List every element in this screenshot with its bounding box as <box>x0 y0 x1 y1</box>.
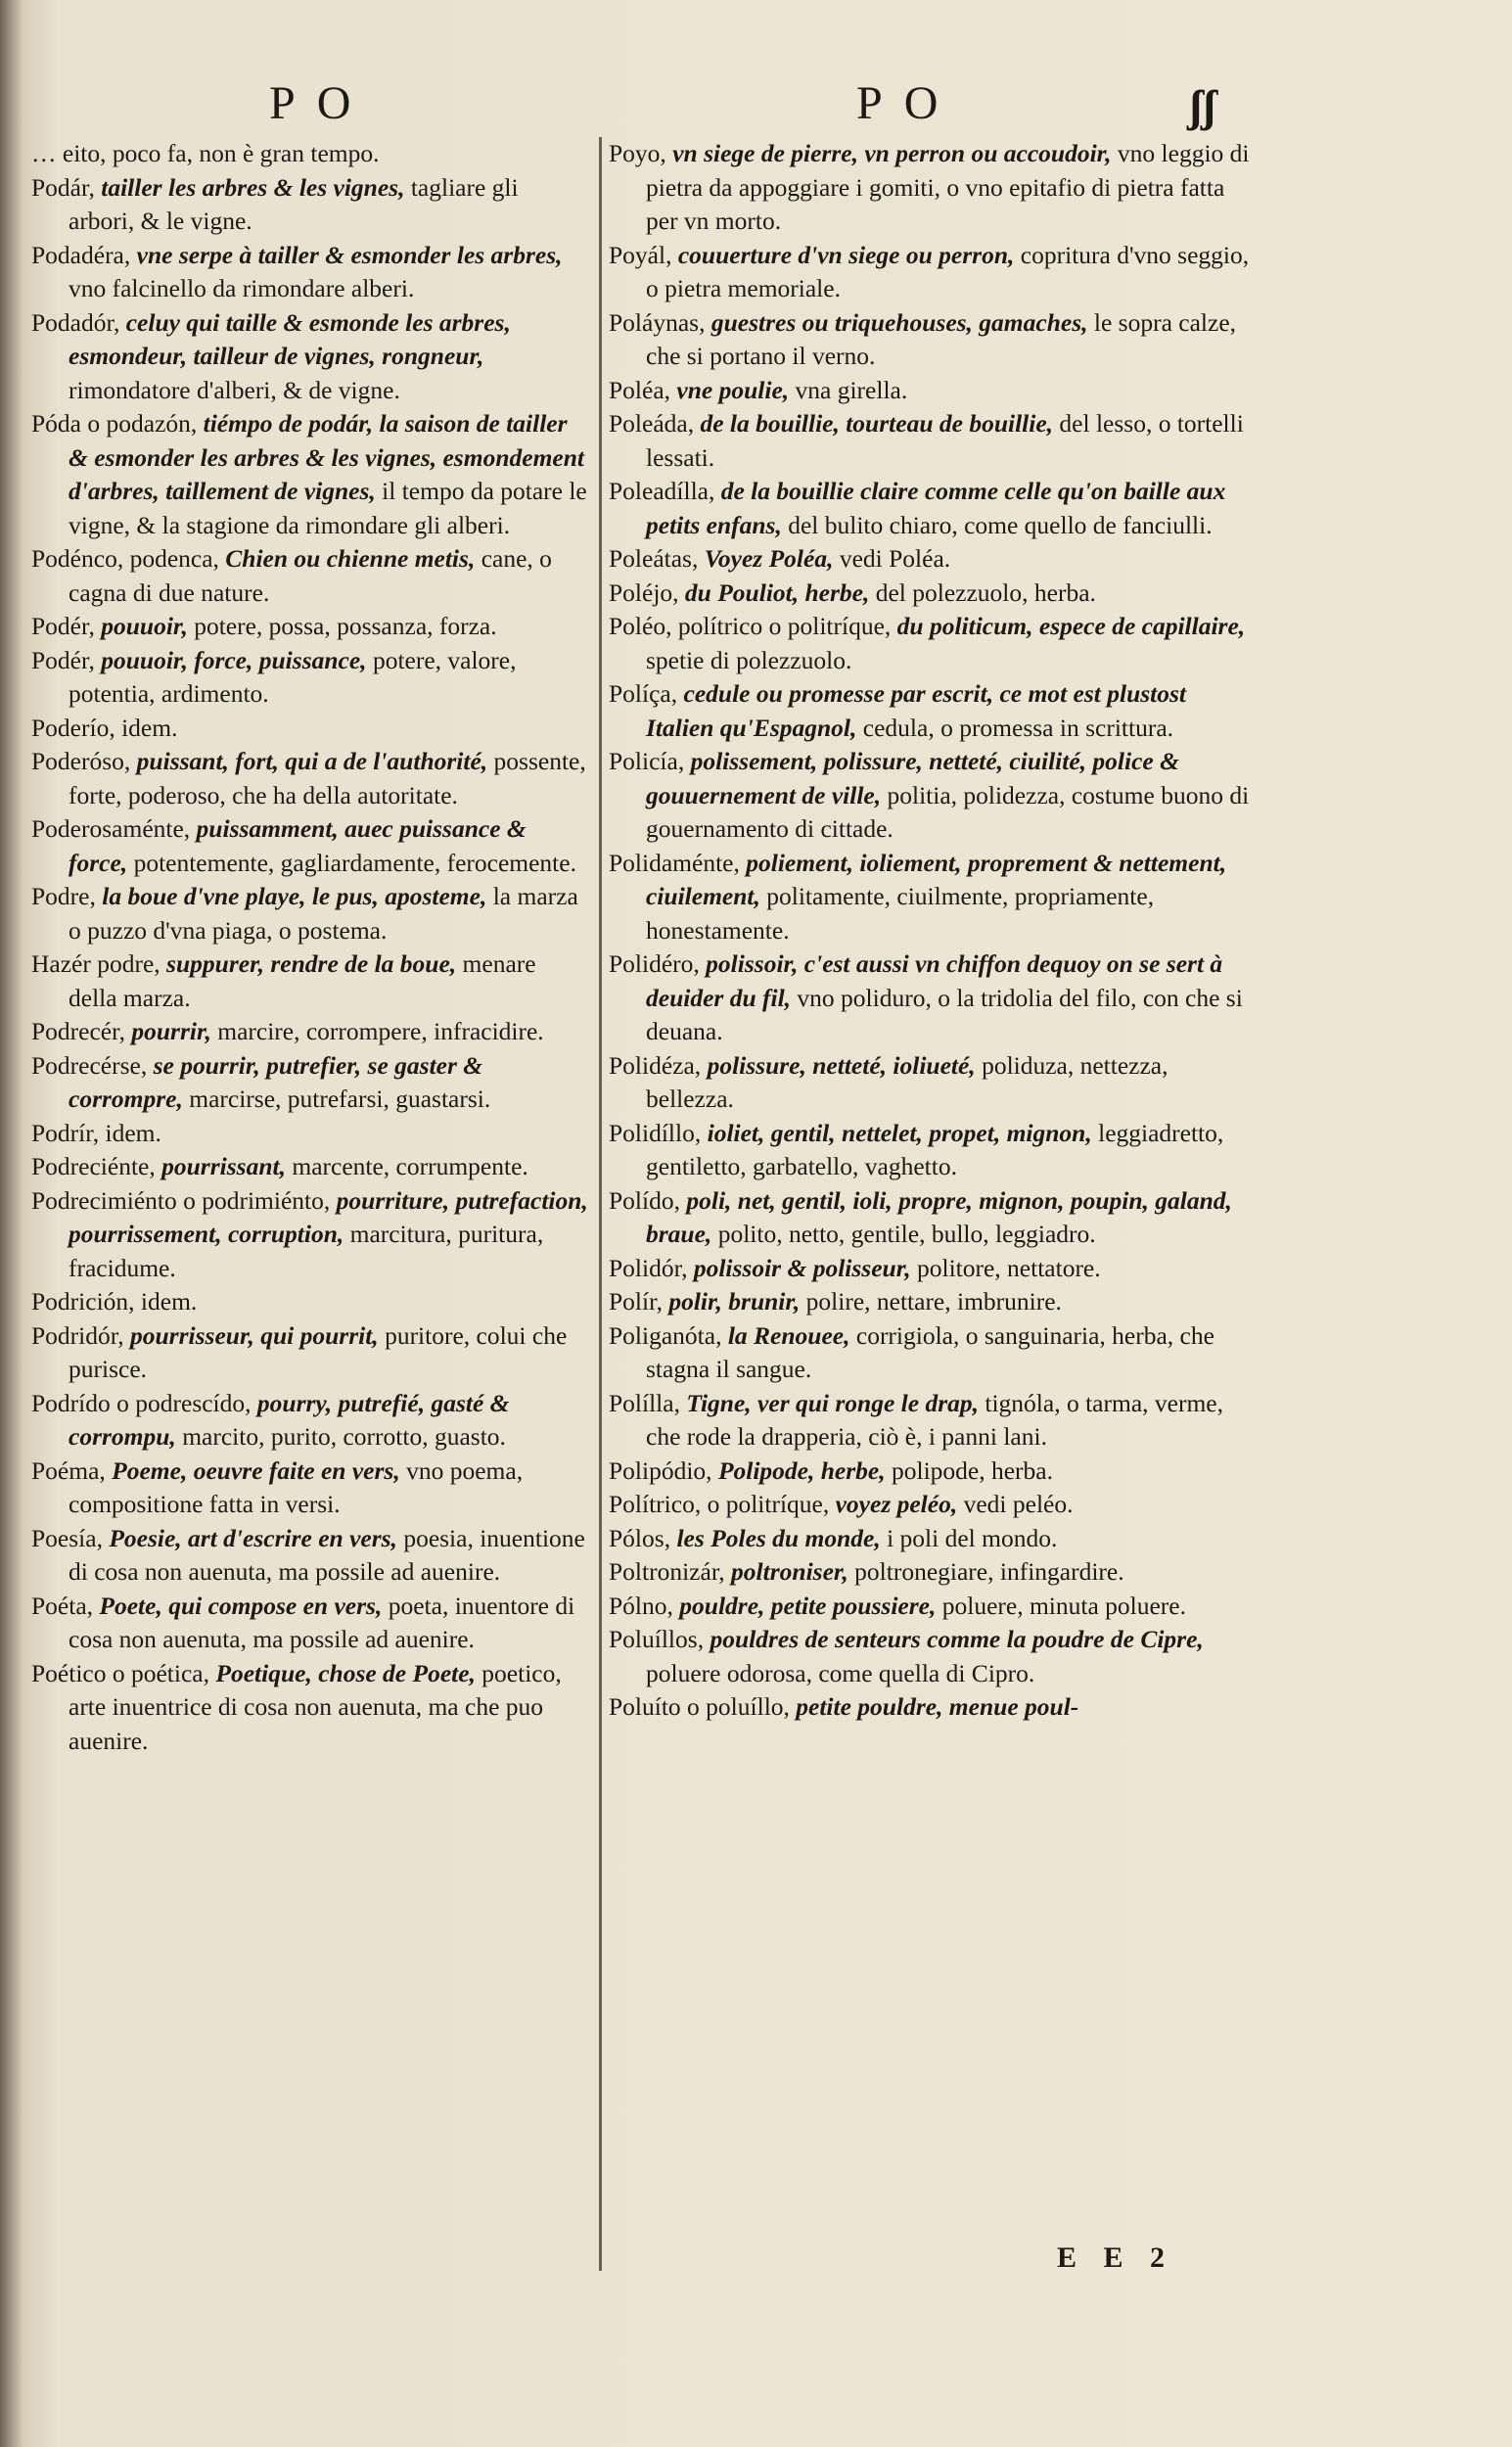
french-gloss: pouldre, petite poussiere, <box>679 1591 937 1620</box>
dictionary-entry <box>31 947 589 1015</box>
french-gloss: polissoir, c'est aussi vn chiffon dequoy on se sert à deuider du fil, <box>646 949 1223 1012</box>
italian-gloss: poetico, arte inuentrice di cosa non auenuta, ma che puo auenire. <box>69 1658 562 1755</box>
italian-gloss: vno poema, compositione fatta in versi. <box>69 1455 524 1518</box>
headword: Podér, <box>31 612 95 640</box>
dictionary-entry <box>31 812 589 880</box>
french-gloss: poliement, ioliement, proprement & nettement, ciuilement, <box>646 848 1227 910</box>
headword: Poderóso, <box>31 747 131 775</box>
headword: Polído, <box>609 1185 680 1215</box>
french-gloss: polir, brunir, <box>668 1287 801 1316</box>
french-gloss: poli, net, gentil, ioli, propre, mignon, poupin, galand, braue, <box>646 1185 1232 1248</box>
headword: Podadéra, <box>31 240 131 269</box>
french-gloss: pouuoir, force, puissance, <box>101 645 367 674</box>
headword: … eito, poco fa, non è gran tempo. <box>31 139 380 167</box>
headword: Podridór, <box>31 1320 124 1350</box>
italian-gloss: vedi peléo. <box>963 1490 1074 1518</box>
dictionary-entry <box>609 1319 1250 1387</box>
dictionary-entry <box>31 1319 589 1387</box>
french-gloss: puissamment, auec puissance & force, <box>69 814 527 877</box>
italian-gloss: menare della marza. <box>69 949 536 1012</box>
dictionary-entry <box>31 880 589 947</box>
dictionary-entry <box>609 137 1250 239</box>
italian-gloss: poluere, minuta poluere. <box>941 1591 1186 1620</box>
french-gloss: ioliet, gentil, nettelet, propet, mignon, <box>707 1118 1092 1147</box>
dictionary-entry <box>609 947 1250 1049</box>
headword: Polidíllo, <box>609 1118 702 1147</box>
french-gloss: la boue d'vne playe, le pus, aposteme, <box>102 882 487 910</box>
headword: Podár, <box>31 172 95 202</box>
french-gloss: couuerture d'vn siege ou perron, <box>677 240 1015 269</box>
italian-gloss: polito, netto, gentile, bullo, leggiadro. <box>717 1220 1096 1248</box>
dictionary-entry <box>609 239 1250 306</box>
headword: Podénco, podenca, <box>31 544 219 573</box>
dictionary-entry <box>31 1184 589 1286</box>
dictionary-entry <box>609 745 1250 847</box>
dictionary-entry <box>609 1623 1250 1690</box>
headword: Poético o poética, <box>31 1658 209 1687</box>
headword: Podrición, idem. <box>31 1287 198 1316</box>
french-gloss: celuy qui taille & esmonde les arbres, esmondeur, tailleur de vignes, rongneur, <box>69 307 511 370</box>
dictionary-entry <box>609 407 1250 475</box>
dictionary-entry <box>609 1555 1250 1590</box>
italian-gloss: potere, possa, possanza, forza. <box>194 612 497 640</box>
right-column <box>609 137 1250 1725</box>
french-gloss: Poetique, chose de Poete, <box>215 1658 476 1687</box>
italian-gloss: leggiadretto, gentiletto, garbatello, vaghetto. <box>646 1118 1224 1180</box>
headword: Poluíto o poluíllo, <box>609 1692 790 1721</box>
french-gloss: de la bouillie, tourteau de bouillie, <box>700 409 1054 438</box>
italian-gloss: spetie di polezzuolo. <box>646 645 852 674</box>
headword: Podrído o podrescído, <box>31 1388 252 1417</box>
french-gloss: de la bouillie claire comme celle qu'on baille aux petits enfans, <box>646 477 1226 539</box>
french-gloss: cedule ou promesse par escrit, ce mot est plustost Italien qu'Espagnol, <box>646 679 1187 742</box>
french-gloss: se pourrir, putrefier, se gaster & corrompre, <box>69 1050 483 1113</box>
headword: Podadór, <box>31 307 120 337</box>
dictionary-entry <box>31 644 589 712</box>
italian-gloss: polipode, herba. <box>892 1455 1053 1485</box>
italian-gloss: marcente, corrumpente. <box>292 1152 528 1180</box>
french-gloss: guestres ou triquehouses, gamaches, <box>710 307 1088 337</box>
dictionary-entry <box>609 1488 1250 1522</box>
dictionary-entry <box>609 677 1250 745</box>
italian-gloss: del lesso, o tortelli lessati. <box>646 409 1244 472</box>
french-gloss: pourry, putrefié, gasté & corrompu, <box>69 1388 510 1451</box>
headword: Podrecimiénto o podrimiénto, <box>31 1185 331 1215</box>
dictionary-entry <box>609 542 1250 577</box>
headword: Podrecérse, <box>31 1050 148 1080</box>
dictionary-entry <box>609 1590 1250 1624</box>
headword: Poléo, polítrico o politríque, <box>609 612 892 640</box>
headword: Podre, <box>31 882 96 910</box>
column-divider <box>599 137 602 2271</box>
dictionary-entry <box>31 407 589 542</box>
dictionary-entry <box>609 1522 1250 1556</box>
italian-gloss: potentemente, gagliardamente, ferocemente. <box>133 848 576 877</box>
italian-gloss: il tempo da potare le vigne, & la stagione da rimondare gli alberi. <box>69 477 587 539</box>
dictionary-entry <box>609 1690 1250 1725</box>
dictionary-entry <box>31 1387 589 1454</box>
dictionary-entry <box>609 1184 1250 1252</box>
dictionary-entry <box>609 1049 1250 1117</box>
headword: Poéta, <box>31 1591 94 1620</box>
headword: Polidéro, <box>609 949 700 978</box>
italian-gloss: potere, valore, potentia, ardimento. <box>69 645 517 708</box>
french-gloss: vne serpe à tailler & esmonder les arbres, <box>136 240 563 269</box>
french-gloss: vn siege de pierre, vn perron ou accoudoir, <box>672 139 1112 167</box>
french-gloss: polissement, polissure, netteté, ciuilité, police & gouuernement de ville, <box>646 747 1179 809</box>
headword: Podér, <box>31 645 95 674</box>
french-gloss: Poesie, art d'escrire en vers, <box>109 1523 397 1552</box>
dictionary-entry <box>609 1285 1250 1319</box>
italian-gloss: corrigiola, o sanguinaria, herba, che stagna il sangue. <box>646 1320 1214 1383</box>
dictionary-entry <box>609 1117 1250 1184</box>
running-head-right: PO <box>856 77 960 129</box>
headword: Podreciénte, <box>31 1152 156 1180</box>
dictionary-entry <box>609 475 1250 542</box>
french-gloss: polissure, netteté, ioliueté, <box>707 1050 976 1080</box>
headword: Polidór, <box>609 1253 688 1282</box>
italian-gloss: puritore, colui che purisce. <box>69 1320 568 1383</box>
dictionary-entry <box>609 306 1250 374</box>
dictionary-entry <box>31 306 589 408</box>
headword: Poleadílla, <box>609 477 715 505</box>
dictionary-entry <box>31 1015 589 1049</box>
italian-gloss: politore, nettatore. <box>916 1253 1101 1282</box>
italian-gloss: marcitura, puritura, fracidume. <box>69 1220 544 1282</box>
italian-gloss: poesia, inuentione di cosa non auenuta, ma possile ad auenire. <box>69 1523 585 1586</box>
running-head-left: PO <box>269 77 373 129</box>
french-gloss: pouuoir, <box>101 612 188 640</box>
french-gloss: vne poulie, <box>676 375 790 404</box>
headword: Poliganóta, <box>609 1320 722 1350</box>
french-gloss: du Pouliot, herbe, <box>684 577 870 607</box>
signature-mark: E E 2 <box>1057 2241 1175 2274</box>
italian-gloss: tagliare gli arbori, & le vigne. <box>69 172 519 235</box>
italian-gloss: le sopra calze, che si portano il verno. <box>646 307 1237 370</box>
french-gloss: pouldres de senteurs comme la poudre de Cipre, <box>710 1625 1204 1653</box>
dictionary-entry <box>31 610 589 644</box>
french-gloss: polissoir & polisseur, <box>693 1253 911 1282</box>
headword: Policía, <box>609 747 685 775</box>
italian-gloss: possente, forte, poderoso, che ha della autoritate. <box>69 747 586 809</box>
dictionary-entry <box>31 171 589 239</box>
dictionary-entry <box>31 1590 589 1657</box>
headword: Hazér podre, <box>31 949 160 978</box>
french-gloss: pourrisseur, qui pourrit, <box>129 1320 379 1350</box>
french-gloss: du politicum, espece de capillaire, <box>896 612 1246 640</box>
dictionary-entry <box>609 610 1250 677</box>
headword: Podrecér, <box>31 1017 125 1045</box>
headword: Políça, <box>609 679 678 708</box>
french-gloss: voyez peléo, <box>835 1490 958 1518</box>
dictionary-entry <box>31 1285 589 1319</box>
headword: Poléa, <box>609 375 671 404</box>
headword: Podrír, idem. <box>31 1118 161 1147</box>
dictionary-entry <box>31 1150 589 1184</box>
headword: Poderío, idem. <box>31 713 178 742</box>
italian-gloss: poluere odorosa, come quella di Cipro. <box>646 1658 1035 1687</box>
italian-gloss: i poli del mondo. <box>887 1523 1058 1552</box>
italian-gloss: vna girella. <box>795 375 908 404</box>
dictionary-entry <box>31 542 589 610</box>
headword: Poluíllos, <box>609 1625 705 1653</box>
italian-gloss: polire, nettare, imbrunire. <box>805 1287 1062 1316</box>
headword: Poléjo, <box>609 577 679 607</box>
dictionary-entry <box>31 1117 589 1151</box>
french-gloss: Poeme, oeuvre faite en vers, <box>112 1455 400 1485</box>
headword: Polidaménte, <box>609 848 740 877</box>
headword: Poleátas, <box>609 544 699 573</box>
french-gloss: tiémpo de podár, la saison de tailler & esmonder les arbres & les vignes, esmondement d'arbres, taillement de vignes, <box>69 409 584 505</box>
folio-number: ʃʃ <box>1189 81 1216 131</box>
french-gloss: Poete, qui compose en vers, <box>99 1591 383 1620</box>
headword: Póda o podazón, <box>31 409 198 438</box>
headword: Polír, <box>609 1287 663 1316</box>
left-column <box>31 137 589 1758</box>
headword: Pólos, <box>609 1523 671 1552</box>
italian-gloss: cane, o cagna di due nature. <box>69 544 552 607</box>
headword: Poesía, <box>31 1523 103 1552</box>
dictionary-entry <box>31 239 589 306</box>
headword: Poltronizár, <box>609 1557 725 1586</box>
italian-gloss: marcito, purito, corrotto, guasto. <box>182 1422 506 1451</box>
dictionary-entry <box>609 1387 1250 1454</box>
headword: Poderosaménte, <box>31 814 191 843</box>
dictionary-entry <box>31 712 589 746</box>
headword: Poláynas, <box>609 307 706 337</box>
french-gloss: Tigne, ver qui ronge le drap, <box>686 1388 980 1417</box>
dictionary-entry <box>609 577 1250 611</box>
french-gloss: poltroniser, <box>731 1557 848 1586</box>
dictionary-entry <box>31 1657 589 1759</box>
headword: Poyo, <box>609 139 666 167</box>
dictionary-entry <box>609 847 1250 948</box>
headword: Poéma, <box>31 1455 106 1485</box>
headword: Poyál, <box>609 240 672 269</box>
french-gloss: les Poles du monde, <box>676 1523 881 1552</box>
italian-gloss: del polezzuolo, herba. <box>875 577 1096 607</box>
headword: Poleáda, <box>609 409 695 438</box>
italian-gloss: cedula, o promessa in scrittura. <box>862 713 1174 742</box>
dictionary-entry <box>609 1454 1250 1489</box>
french-gloss: Voyez Poléa, <box>704 544 834 573</box>
dictionary-entry <box>609 374 1250 408</box>
french-gloss: puissant, fort, qui a de l'authorité, <box>136 747 488 775</box>
headword: Polítrico, o politríque, <box>609 1490 830 1518</box>
italian-gloss: del bulito chiaro, come quello de fanciulli. <box>788 510 1213 539</box>
italian-gloss: tignóla, o tarma, verme, che rode la drapperia, ciò è, i panni lani. <box>646 1388 1223 1451</box>
french-gloss: Polipode, herbe, <box>717 1455 886 1485</box>
italian-gloss: rimondatore d'alberi, & de vigne. <box>69 375 400 404</box>
italian-gloss: marcire, corrompere, infracidire. <box>217 1017 544 1045</box>
french-gloss: pourriture, putrefaction, pourrissement, corruption, <box>69 1185 588 1248</box>
italian-gloss: copritura d'vno seggio, o pietra memoriale. <box>646 240 1250 302</box>
italian-gloss: vno poliduro, o la tridolia del filo, con che si deuana. <box>646 983 1243 1045</box>
french-gloss: tailler les arbres & les vignes, <box>101 172 405 202</box>
dictionary-entry <box>31 1454 589 1522</box>
headword: Polipódio, <box>609 1455 712 1485</box>
french-gloss: pourrissant, <box>161 1152 286 1180</box>
italian-gloss: poltronegiare, infingardire. <box>854 1557 1124 1586</box>
dictionary-entry <box>31 137 589 171</box>
italian-gloss: poeta, inuentore di cosa non auenuta, ma possile ad auenire. <box>69 1591 575 1653</box>
dictionary-entry <box>609 1252 1250 1286</box>
french-gloss: pourrir, <box>131 1017 211 1045</box>
french-gloss: petite pouldre, menue poul- <box>796 1692 1079 1721</box>
italian-gloss: politamente, ciuilmente, propriamente, honestamente. <box>646 882 1155 945</box>
headword: Polidéza, <box>609 1050 702 1080</box>
italian-gloss: marcirse, putrefarsi, guastarsi. <box>189 1085 491 1113</box>
headword: Pólno, <box>609 1591 673 1620</box>
french-gloss: la Renouee, <box>727 1320 850 1350</box>
left-margin-marks <box>0 137 33 2290</box>
dictionary-entry <box>31 745 589 812</box>
french-gloss: suppurer, rendre de la boue, <box>166 949 457 978</box>
dictionary-entry <box>31 1049 589 1117</box>
italian-gloss: vedi Poléa. <box>839 544 951 573</box>
italian-gloss: politia, polidezza, costume buono di gouernamento di cittade. <box>646 780 1250 843</box>
italian-gloss: vno leggio di pietra da appoggiare i gomiti, o vno epitafio di pietra fatta per vn morto. <box>646 139 1250 235</box>
dictionary-entry <box>31 1522 589 1590</box>
french-gloss: Chien ou chienne metis, <box>225 544 476 573</box>
headword: Polílla, <box>609 1388 680 1417</box>
italian-gloss: la marza o puzzo d'vna piaga, o postema. <box>69 882 578 945</box>
italian-gloss: poliduza, nettezza, bellezza. <box>646 1050 1168 1113</box>
italian-gloss: vno falcinello da rimondare alberi. <box>69 274 415 302</box>
